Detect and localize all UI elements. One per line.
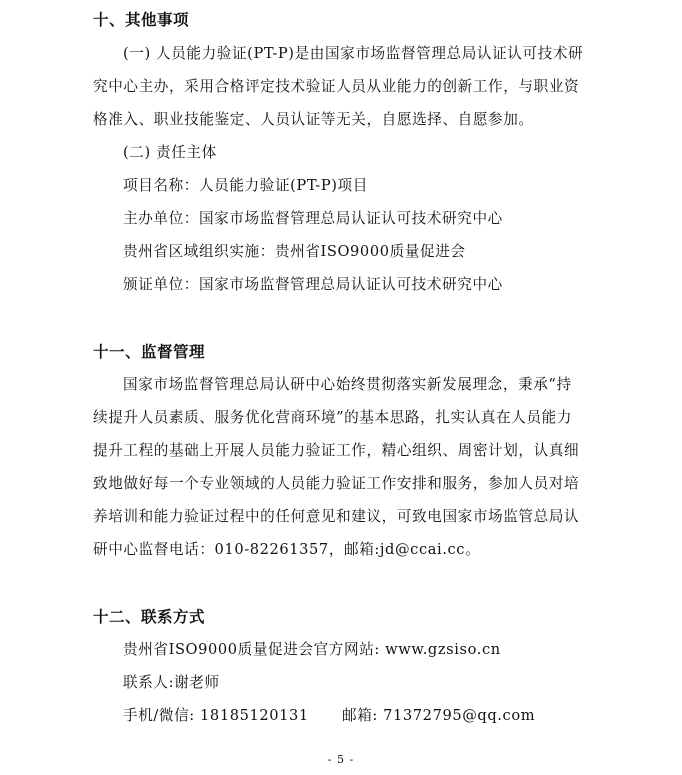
phone-text: 手机/微信: 18185120131 bbox=[123, 707, 309, 724]
section-11-para-line-2: 续提升人员素质、服务优化营商环境”的基本思路，扎实认真在人员能力 bbox=[93, 409, 573, 426]
section-12-title: 十二、联系方式 bbox=[93, 607, 206, 626]
section-10-para-line-3: 格准入、职业技能鉴定、人员认证等无关，自愿选择、自愿参加。 bbox=[93, 111, 534, 128]
section-10-para-line-2: 究中心主办，采用合格评定技术验证人员从业能力的创新工作，与职业资 bbox=[93, 78, 580, 95]
certifier-item: 颁证单位：国家市场监督管理总局认证认可技术研究中心 bbox=[123, 276, 503, 293]
section-10-sub2-title: (二) 责任主体 bbox=[123, 144, 217, 161]
page-number: - 5 - bbox=[327, 753, 355, 766]
section-11-para-line-1: 国家市场监督管理总局认研中心始终贯彻落实新发展理念，秉承“持 bbox=[123, 376, 572, 393]
project-name-item: 项目名称：人员能力验证(PT-P)项目 bbox=[123, 177, 368, 194]
regional-implementer-item: 贵州省区域组织实施：贵州省ISO9000质量促进会 bbox=[123, 243, 466, 260]
section-10-title: 十、其他事项 bbox=[93, 10, 190, 29]
contact-person-line: 联系人:谢老师 bbox=[123, 674, 220, 691]
section-11-para-line-3: 提升工程的基础上开展人员能力验证工作，精心组织、周密计划，认真细 bbox=[93, 442, 580, 459]
section-10-para-line-1: (一) 人员能力验证(PT-P)是由国家市场监督管理总局认证认可技术研 bbox=[123, 45, 584, 62]
organizer-item: 主办单位：国家市场监督管理总局认证认可技术研究中心 bbox=[123, 210, 503, 227]
email-text: 邮箱: 71372795@qq.com bbox=[342, 707, 536, 724]
section-11-para-line-6: 研中心监督电话：010-82261357，邮箱:jd@ccai.cc。 bbox=[93, 541, 481, 558]
section-11-title: 十一、监督管理 bbox=[93, 342, 206, 361]
website-line: 贵州省ISO9000质量促进会官方网站: www.gzsiso.cn bbox=[123, 641, 501, 658]
phone-email-row bbox=[123, 704, 536, 725]
section-11-para-line-4: 致地做好每一个专业领域的人员能力验证工作安排和服务，参加人员对培 bbox=[93, 475, 580, 492]
section-11-para-line-5: 养培训和能力验证过程中的任何意见和建议，可致电国家市场监管总局认 bbox=[93, 508, 580, 525]
